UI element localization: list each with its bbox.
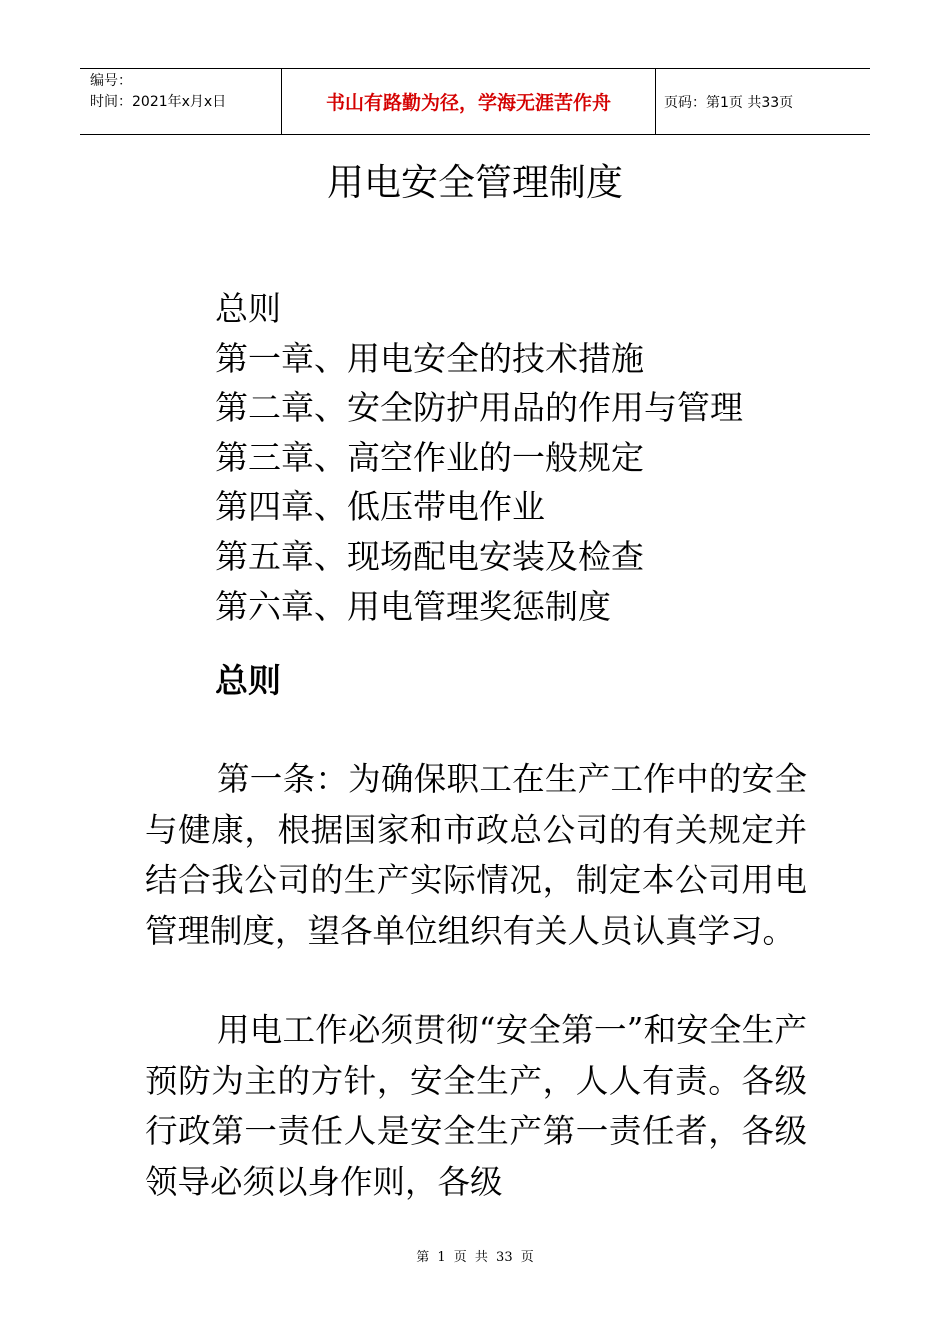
header-motto: 书山有路勤为径，学海无涯苦作舟 [282, 69, 656, 134]
toc-item: 第六章、用电管理奖惩制度 [215, 586, 611, 626]
toc-item: 第一章、用电安全的技术措施 [215, 338, 644, 378]
header-meta [80, 69, 282, 134]
document-title: 用电安全管理制度 [327, 161, 623, 204]
document-date: 时间：2021年x月x日 [90, 94, 227, 110]
toc-item: 第五章、现场配电安装及检查 [215, 536, 644, 576]
body-paragraph: 第一条：为确保职工在生产工作中的安全与健康，根据国家和市政总公司的有关规定并结合我公司的生产实际情况，制定本公司用电管理制度，望各单位组织有关人员认真学习。 [145, 760, 807, 950]
header-page-info: 页码：第1页 共33页 [664, 94, 794, 111]
toc-item: 总则 [215, 289, 281, 328]
document-number-label: 编号： [90, 73, 132, 89]
toc-item: 第三章、高空作业的一般规定 [215, 437, 644, 477]
toc-item: 第四章、低压带电作业 [215, 487, 545, 527]
page-footer: 第 1 页 共 33 页 [416, 1250, 534, 1265]
toc-item: 第二章、安全防护用品的作用与管理 [215, 388, 743, 428]
section-heading: 总则 [215, 661, 281, 700]
table-of-contents [215, 284, 743, 631]
body-paragraph: 用电工作必须贯彻“安全第一”和安全生产预防为主的方针，安全生产，人人有责。各级行政第一责任人是安全生产第一责任者，各级领导必须以身作则，各级 [145, 1011, 807, 1201]
page-header [80, 68, 870, 135]
